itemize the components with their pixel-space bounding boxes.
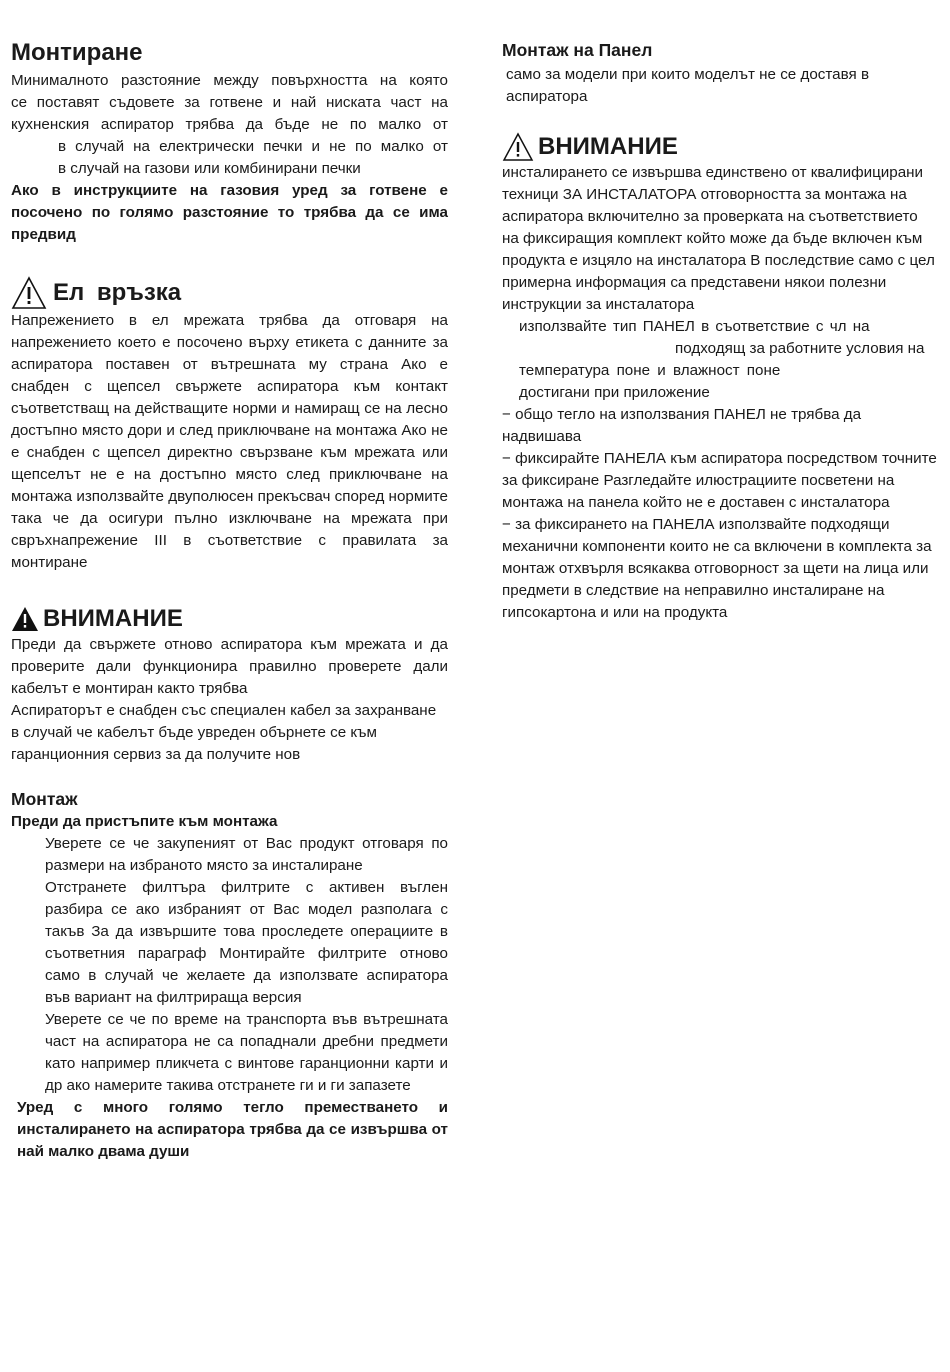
- warn-section-right: [502, 132, 938, 624]
- dash-item-3: − за фиксирането на ПАНЕЛА използвайте подходящи механични компоненти които не са включени в комплекта за монтаж отхвърля всякаква отговорност за щети на лица или предмети в следствие на неправилно инсталиране на гипсокартона и или на продукта: [502, 516, 932, 621]
- panel-title: Монтаж на Панел: [502, 40, 653, 60]
- el-section: [11, 276, 448, 574]
- mount-line-2: се поставят съдовете за готвене и най ниската част на: [11, 94, 448, 111]
- mount-title: Монтиране: [11, 39, 143, 66]
- mount-warning-bold: Ако в инструкциите на газовия уред за готвене е посочено по голямо разстояние то трябва да се има предвид: [11, 182, 448, 243]
- before-title: Преди да пристъпите към монтажа: [11, 813, 278, 830]
- list-item-1: Уверете се че закупеният от Вас продукт отговаря по размери на избраното място за инсталиране: [45, 835, 448, 874]
- warn-section-left: [11, 604, 448, 766]
- mount-paragraph: [11, 70, 448, 246]
- el-title-row: [11, 276, 448, 310]
- use-line-3: температура поне и влажност поне: [519, 362, 781, 379]
- use-line-1: използвайте тип ПАНЕЛ в съответствие с чл на: [519, 318, 870, 335]
- montaj-section: [11, 788, 448, 1163]
- warning-triangle-icon: [11, 276, 47, 310]
- warn-title-row-right: [502, 132, 938, 162]
- warn-title-right: ВНИМАНИЕ: [538, 133, 678, 160]
- warn-text-left-2: Аспираторът е снабден със специален кабел за захранване в случай че кабелът бъде увреден обърнете се към гаранционния сервиз за да получите нов: [11, 702, 437, 763]
- warn-text-left-1: Преди да свържете отново аспиратора към мрежата и да проверите дали функционира правилно проверете дали кабелът е монтиран както трябва: [11, 636, 448, 697]
- montaj-title: Монтаж: [11, 789, 78, 809]
- warn-title-row-left: [11, 604, 448, 634]
- use-line-2: подходящ за работните условия на: [675, 340, 925, 357]
- mount-line-4: в случай на електрически печки и не по малко от: [58, 138, 448, 155]
- warn-text-right: инсталирането се извършва единствено от квалифицирани техници ЗА ИНСТАЛАТОРА отговорността за монтажа на аспиратора включително за проверката на съответствието на фиксиращия комплект който може да бъде включен към продукта е изцяло на инсталатора В последствие само с цел примерна информация са представени някои полезни инструкции за инсталатора: [502, 164, 935, 313]
- panel-subtitle: само за модели при които моделът не се доставя в аспиратора: [506, 66, 870, 105]
- list-item-3: Уверете се че по време на транспорта във вътрешната част на аспиратора не са попаднали дребни предмети като например пликчета с винтове гаранционни карти и др ако намерите такива отстранете ги и ги запазете: [45, 1011, 448, 1094]
- warn-title-left: ВНИМАНИЕ: [43, 605, 183, 632]
- el-title: Ел връзка: [53, 279, 182, 306]
- warning-triangle-icon: [502, 132, 534, 162]
- mount-line-5: в случай на газови или комбинирани печки: [58, 160, 361, 177]
- use-line-4: достигани при приложение: [519, 384, 710, 401]
- warning-filled-icon: [11, 606, 39, 632]
- el-text: Напрежението в ел мрежата трябва да отговаря на напрежението което е посочено върху етикета с данните за аспиратора поставен от вътрешната му страна Ако е снабден с щепсел свържете аспиратора към контакт съответстващ на действащите норми и намиращ се на лесно достъпно място дори и след приключване на монтажа Ако не е снабден с щепсел директно свързване към мрежата или щепселът не е на достъпно място след приключване на монтажа използвайте двуполюсен прекъсвач според нормите така че да осигури пълно изключване на мрежата при свръхнапрежение III в съответствие с правилата за монтиране: [11, 312, 448, 571]
- mount-line-1: Минималното разстояние между повърхността на която: [11, 72, 448, 89]
- dash-item-1: − общо тегло на използвания ПАНЕЛ не трябва да надвишава: [502, 406, 862, 445]
- list-item-2: Отстранете филтъра филтрите с активен въглен разбира се ако избраният от Вас модел разполага с такъв За да извършите това проследете операциите в съответния параграф Монтирайте филтрите отново само в случай че желаете да използвате аспиратора във вариант на филтрираща версия: [45, 879, 448, 1006]
- mount-line-3: кухненския аспиратор трябва да бъде не по малко от: [11, 116, 448, 133]
- heavy-warning: Уред с много голямо тегло преместването и инсталирането на аспиратора трябва да се извършва от най малко двама души: [17, 1099, 448, 1160]
- dash-item-2: − фиксирайте ПАНЕЛА към аспиратора посредством точните за фиксиране Разгледайте илюстрациите посветени на монтажа на панела който не е доставен с инсталатора: [502, 450, 937, 511]
